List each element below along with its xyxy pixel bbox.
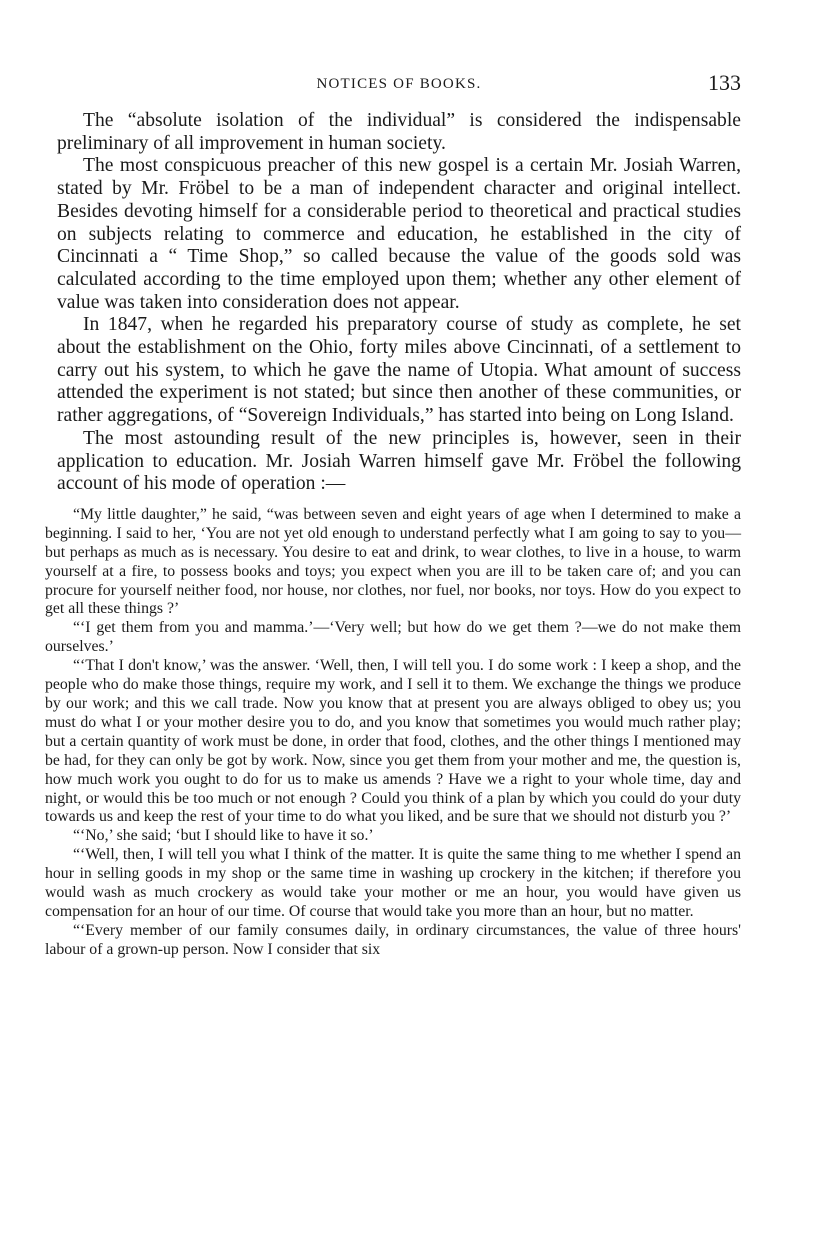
body-paragraph: The most conspicuous preacher of this new gospel is a certain Mr. Josiah Warren, stated by Mr. Fröbel to be a man of independent character and original intellect. Besides devoting himself for a considerable period to theoretical and practical studies on subjects relating to commerce and education, he established in the city of Cincinnati a “ Time Shop,” so called because the value of the goods sold was calculated according to the time employed upon them; whether any other element of value was taken into consideration does not appear. xyxy=(57,155,741,313)
body-paragraph: The “absolute isolation of the individual” is considered the indispensable preliminary of all improvement in human society. xyxy=(57,110,741,154)
page-number: 133 xyxy=(708,70,741,95)
book-page xyxy=(45,62,741,960)
running-head: NOTICES OF BOOKS. xyxy=(316,76,482,92)
body-paragraph: The most astounding result of the new principles is, however, seen in their application to education. Mr. Josiah Warren himself gave Mr. Fröbel the following account of his mode of operation :— xyxy=(57,427,741,495)
quote-paragraph: “‘I get them from you and mamma.’—‘Very well; but how do we get them ?—we do not make them ourselves.’ xyxy=(45,619,741,656)
quote-paragraph: “‘No,’ she said; ‘but I should like to have it so.’ xyxy=(73,827,374,845)
quote-paragraph: “‘Every member of our family consumes daily, in ordinary circumstances, the value of three hours' labour of a grown-up person. Now I consider that six xyxy=(45,921,741,958)
quote-paragraph: “‘That I don't know,’ was the answer. ‘Well, then, I will tell you. I do some work : I keep a shop, and the people who do make those things, require my work, and I sell it to them. We exchange the things we produce by our work; and this we call trade. Now you know that at present you are always obliged to obey us; you must do what I or your mother desire you to do, and you know that sometimes you would much rather play; but a certain quantity of work must be done, in order that food, clothes, and the other things I mentioned may be had, for they can only be got by work. Now, since you get them from your mother and me, the question is, how much work you ought to do for us to make us amends ? Have we a right to your whole time, day and night, or would this be too much or not enough ? Could you think of a plan by which you could do your duty towards us and keep the rest of your time to do what you liked, and be sure that we should not disturb you ?’ xyxy=(45,657,741,826)
block-quote xyxy=(45,506,741,960)
page-header xyxy=(57,62,741,98)
quote-paragraph: “‘Well, then, I will tell you what I think of the matter. It is quite the same thing to me whether I spend an hour in selling goods in my shop or the same time in washing up crockery in the kitchen; if therefore you would wash as much crockery as would take your mother or me an hour, you would have given us compensation for an hour of our time. Of course that would take you more than an hour, but no matter. xyxy=(45,846,741,920)
body-paragraph: In 1847, when he regarded his preparatory course of study as complete, he set about the establishment on the Ohio, forty miles above Cincinnati, of a settlement to carry out his system, to which he gave the name of Utopia. What amount of success attended the experiment is not stated; but since then another of these communities, or rather aggregations, of “Sovereign Individuals,” has started into being on Long Island. xyxy=(57,314,741,427)
quote-paragraph: “My little daughter,” he said, “was between seven and eight years of age when I determined to make a beginning. I said to her, ‘You are not yet old enough to understand perfectly what I am going to say to you—but perhaps as much as is necessary. You desire to eat and drink, to wear clothes, to live in a house, to warm yourself at a fire, to possess books and toys; you expect when you are ill to be taken care of; and you can procure for yourself neither food, nor house, nor clothes, nor fuel, nor books, nor toys. How do you expect to get all these things ?’ xyxy=(45,505,741,618)
body-text xyxy=(57,110,741,496)
